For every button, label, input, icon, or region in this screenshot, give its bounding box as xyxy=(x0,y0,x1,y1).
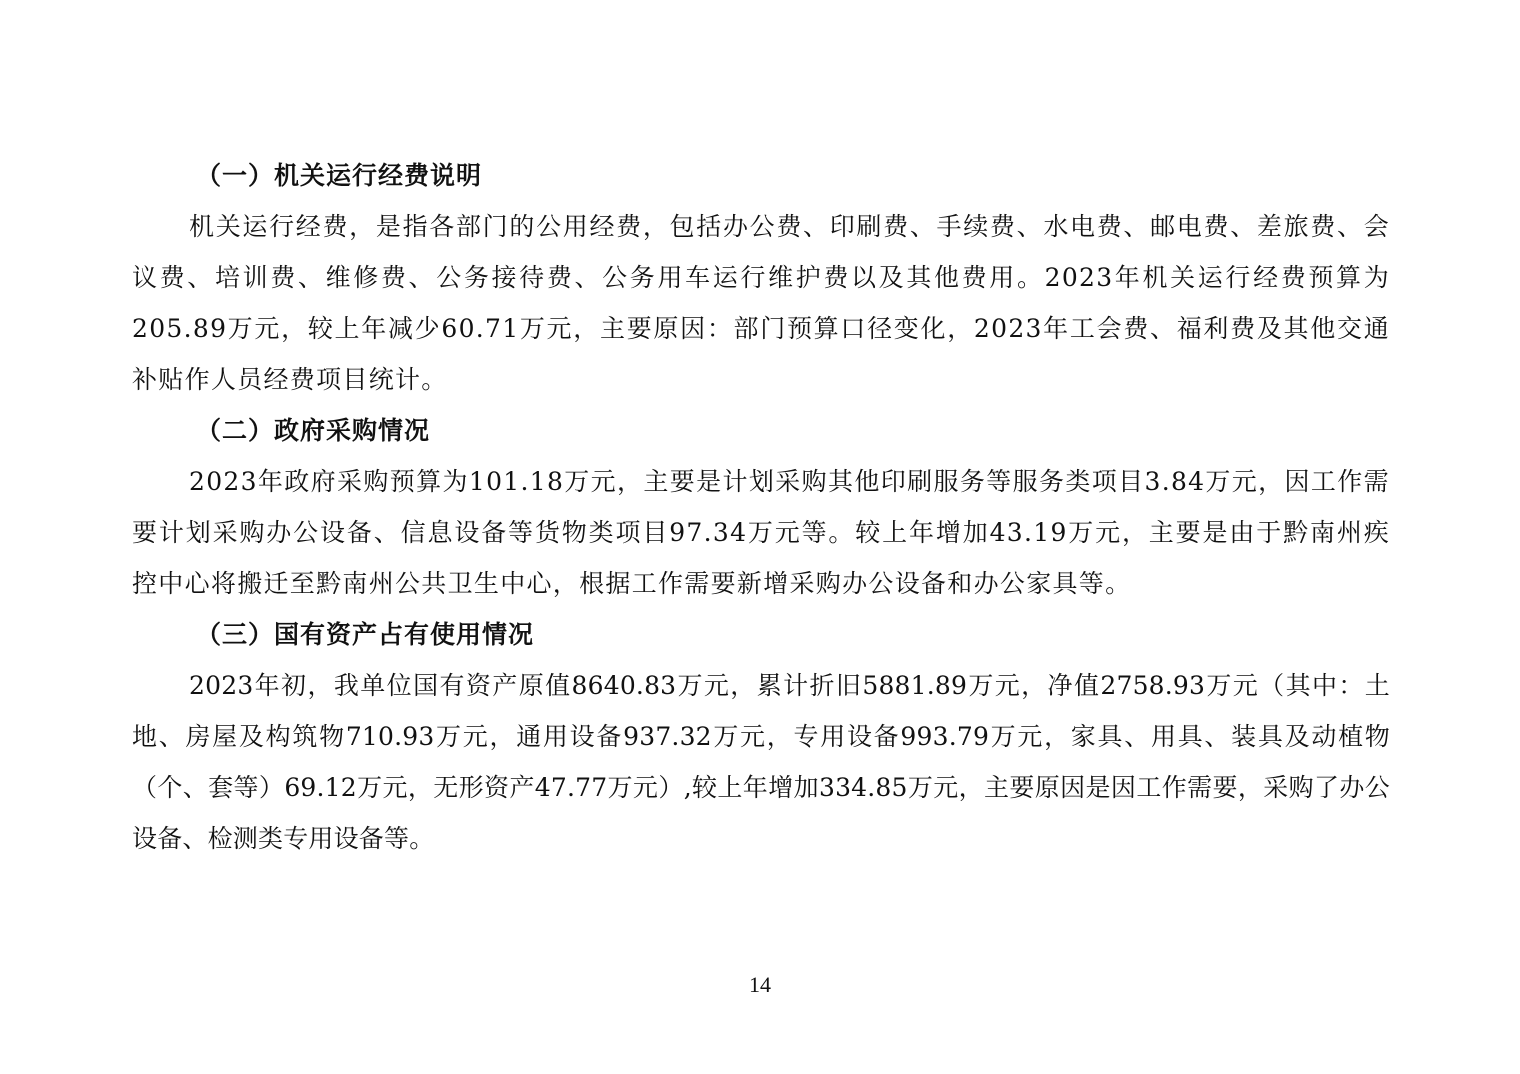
section-paragraph-state-assets: 2023年初，我单位国有资产原值8640.83万元，累计折旧5881.89万元，净值2758.93万元（其中：土地、房屋及构筑物710.93万元，通用设备937.32万元，专用设备993.79万元，家具、用具、装具及动植物（个、套等）69.12万元，无形资产47.77万元）,较上年增加334.85万元，主要原因是因工作需要，采购了办公设备、检测类专用设备等。 xyxy=(132,671,1390,853)
page-number: 14 xyxy=(749,972,771,997)
section-paragraph-government-procurement: 2023年政府采购预算为101.18万元，主要是计划采购其他印刷服务等服务类项目3.84万元，因工作需要计划采购办公设备、信息设备等货物类项目97.34万元等。较上年增加43.19万元，主要是由于黔南州疾控中心将搬迁至黔南州公共卫生中心，根据工作需要新增采购办公设备和办公家具等。 xyxy=(132,467,1390,598)
section-heading-state-assets: （三）国有资产占有使用情况 xyxy=(196,620,535,649)
section-heading-government-procurement: （二）政府采购情况 xyxy=(196,416,431,445)
section-heading-operating-expenses: （一）机关运行经费说明 xyxy=(196,161,483,190)
page-content xyxy=(132,150,1390,864)
section-paragraph-operating-expenses: 机关运行经费，是指各部门的公用经费，包括办公费、印刷费、手续费、水电费、邮电费、差旅费、会议费、培训费、维修费、公务接待费、公务用车运行维护费以及其他费用。2023年机关运行经费预算为205.89万元，较上年减少60.71万元，主要原因：部门预算口径变化，2023年工会费、福利费及其他交通补贴作人员经费项目统计。 xyxy=(132,212,1390,394)
